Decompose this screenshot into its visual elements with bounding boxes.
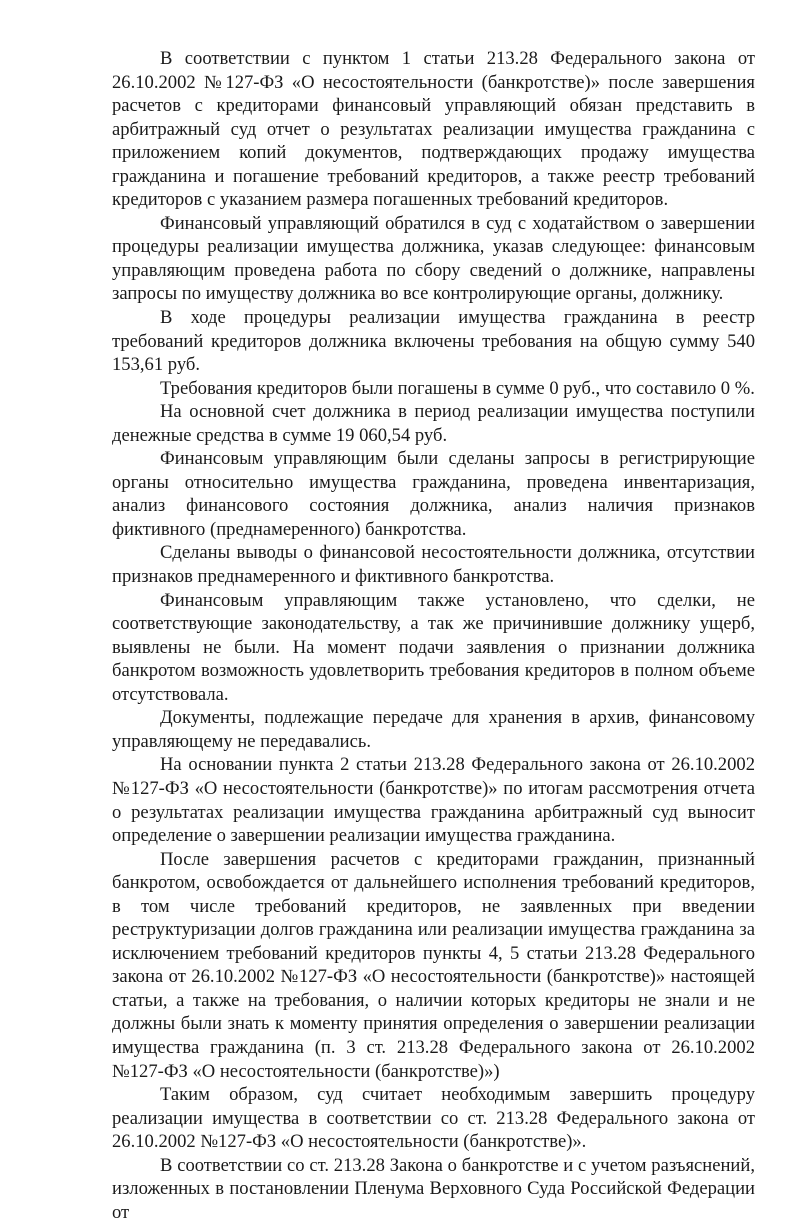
paragraph-legal-basis: На основании пункта 2 статьи 213.28 Федерального закона от 26.10.2002 №127-ФЗ «О несостоятельности (банкротстве)» по итогам рассмотрения отчета о результатах реализации имущества гражданина арбитражный суд выносит определение о завершении реализации имущества гражданина.	[112, 754, 755, 847]
paragraph-archive: Документы, подлежащие передаче для хранения в архив, финансовому управляющему не передавались.	[112, 707, 755, 752]
paragraph-petition: Финансовый управляющий обратился в суд с ходатайством о завершении процедуры реализации имущества должника, указав следующее: финансовым управляющим проведена работа по сбору сведений о должнике, направлены запросы по имуществу должника во все контролирующие органы, должнику.	[112, 212, 755, 305]
paragraph-transactions: Финансовым управляющим также установлено, что сделки, не соответствующие законодательству, а так же причинившие должнику ущерб, выявлены не были. На момент подачи заявления о признании должника банкротом возможность удовлетворить требования кредиторов в полном объеме отсутствовала.	[112, 589, 755, 705]
paragraph-claims-paid: Требования кредиторов были погашены в сумме 0 руб., что составило 0 %.	[160, 377, 755, 399]
paragraph-claims-total: В ходе процедуры реализации имущества гражданина в реестр требований кредиторов должника включены требования на общую сумму 540 153,61 руб.	[112, 307, 755, 376]
paragraph-release-from-obligations: После завершения расчетов с кредиторами гражданин, признанный банкротом, освобождается от дальнейшего исполнения требований кредиторов, в том числе требований кредиторов, не заявленных при введении реструктуризации долгов гражданина или реализации имущества гражданина за исключением требований кредиторов пункты 4, 5 статьи 213.28 Федерального закона от 26.10.2002 №127-ФЗ «О несостоятельности (банкротстве)» настоящей статьи, а также на требования, о наличии которых кредиторы не знали и не должны были знать к моменту принятия определения о завершении реализации имущества гражданина (п. 3 ст. 213.28 Федерального закона от 26.10.2002 №127-ФЗ «О несостоятельности (банкротстве)»)	[112, 848, 755, 1082]
paragraph-conclusions: Сделаны выводы о финансовой несостоятельности должника, отсутствии признаков преднамеренного и фиктивного банкротства.	[112, 542, 755, 588]
paragraph-inquiries: Финансовым управляющим были сделаны запросы в регистрирующие органы относительно имущества гражданина, проведена инвентаризация, анализ финансового состояния должника, анализ наличия признаков фиктивного (преднамеренного) банкротства.	[112, 448, 755, 540]
document-page	[112, 47, 755, 1224]
paragraph-plenum-reference: В соответствии со ст. 213.28 Закона о банкротстве и с учетом разъяснений, изложенных в постановлении Пленума Верховного Суда Российской Федерации от	[112, 1154, 755, 1223]
paragraph-funds-received: На основной счет должника в период реализации имущества поступили денежные средства в сумме 19 060,54 руб.	[112, 401, 755, 446]
paragraph-reporting-obligation: В соответствии с пунктом 1 статьи 213.28 Федерального закона от 26.10.2002 №127-ФЗ «О несостоятельности (банкротстве)» после завершения расчетов с кредиторами финансовый управляющий обязан представить в арбитражный суд отчет о результатах реализации имущества гражданина с приложением копий документов, подтверждающих продажу имущества гражданина и погашение требований кредиторов, а также реестр требований кредиторов с указанием размера погашенных требований кредиторов.	[112, 48, 755, 211]
paragraph-court-decision: Таким образом, суд считает необходимым завершить процедуру реализации имущества в соответствии со ст. 213.28 Федерального закона от 26.10.2002 №127-ФЗ «О несостоятельности (банкротстве)».	[112, 1084, 755, 1153]
